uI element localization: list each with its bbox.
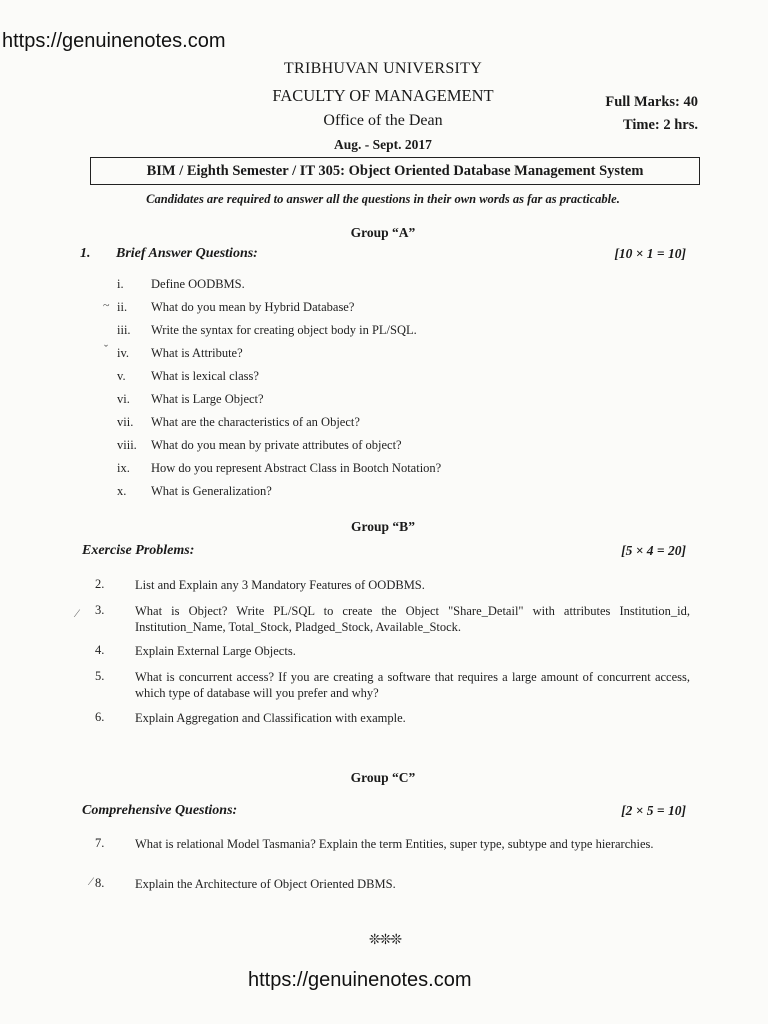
question-number: ix. [117, 461, 130, 475]
question-number: vii. [117, 415, 134, 429]
question-text: What is Object? Write PL/SQL to create the Object "Share_Detail" with attributes Institution_id, Institution_Name, Total_Stock, Pladged_Stock, Available_Stock. [135, 604, 690, 634]
group-b-heading: Exercise Problems: [82, 543, 195, 558]
end-mark: ❊❊❊ [368, 933, 402, 948]
group-a-heading: Brief Answer Questions: [116, 246, 258, 261]
question-number: 4. [95, 643, 105, 657]
question-text: Explain External Large Objects. [135, 644, 296, 658]
group-b-marks: [5 × 4 = 20] [621, 543, 686, 558]
question-text: What is Attribute? [151, 346, 243, 360]
question-number: 8. [95, 876, 105, 890]
pen-tick-mark: ˇ [104, 342, 108, 356]
exam-date: Aug. - Sept. 2017 [334, 137, 432, 152]
full-marks: Full Marks: 40 [605, 94, 698, 110]
question-number: ii. [117, 300, 128, 314]
watermark-top: https://genuinenotes.com [2, 30, 226, 52]
question-text: Write the syntax for creating object body in PL/SQL. [151, 323, 417, 337]
question-number: 2. [95, 577, 105, 591]
question-text: How do you represent Abstract Class in Bootch Notation? [151, 461, 442, 475]
question-number: iv. [117, 346, 130, 360]
question-number: iii. [117, 323, 131, 337]
question-text: What is lexical class? [151, 369, 259, 383]
group-a-marks: [10 × 1 = 10] [614, 246, 686, 261]
watermark-bottom: https://genuinenotes.com [248, 969, 472, 991]
question-number: i. [117, 277, 124, 291]
group-a-number: 1. [80, 246, 91, 261]
instructions: Candidates are required to answer all the questions in their own words as far as practicable. [146, 192, 620, 206]
question-number: vi. [117, 392, 130, 406]
question-number: 3. [95, 603, 105, 617]
question-text: What is Generalization? [151, 484, 272, 498]
group-c-heading: Comprehensive Questions: [82, 803, 238, 818]
question-text: What do you mean by private attributes of object? [151, 438, 402, 452]
question-number: v. [117, 369, 126, 383]
pen-tick-mark: ⁄ [76, 606, 79, 620]
group-c-marks: [2 × 5 = 10] [621, 803, 686, 818]
question-number: 7. [95, 836, 105, 850]
question-text: Explain the Architecture of Object Oriented DBMS. [135, 877, 396, 891]
pen-tick-mark: ~ [103, 298, 110, 312]
question-text: List and Explain any 3 Mandatory Features of OODBMS. [135, 578, 425, 592]
faculty-name: FACULTY OF MANAGEMENT [272, 86, 494, 105]
exam-time: Time: 2 hrs. [622, 117, 698, 133]
pen-tick-mark: ⁄ [90, 874, 93, 888]
question-number: x. [117, 484, 127, 498]
question-text: What is concurrent access? If you are creating a software that requires a large amount of concurrent access, which type of database will you prefer and why? [135, 670, 690, 700]
course-title: BIM / Eighth Semester / IT 305: Object Oriented Database Management System [90, 157, 700, 185]
question-text: What are the characteristics of an Object? [151, 415, 360, 429]
group-a-title: Group “A” [350, 225, 416, 240]
office-name: Office of the Dean [323, 112, 443, 129]
group-c-title: Group “C” [350, 770, 416, 785]
question-text: Explain Aggregation and Classification with example. [135, 711, 406, 725]
question-text: What is relational Model Tasmania? Explain the term Entities, super type, subtype and type hierarchies. [135, 837, 654, 851]
question-number: 5. [95, 669, 105, 683]
question-number: viii. [117, 438, 137, 452]
question-number: 6. [95, 710, 105, 724]
group-b-title: Group “B” [351, 519, 415, 534]
university-name: TRIBHUVAN UNIVERSITY [283, 60, 483, 77]
question-text: Define OODBMS. [151, 277, 245, 291]
question-text: What do you mean by Hybrid Database? [151, 300, 355, 314]
question-text: What is Large Object? [151, 392, 264, 406]
